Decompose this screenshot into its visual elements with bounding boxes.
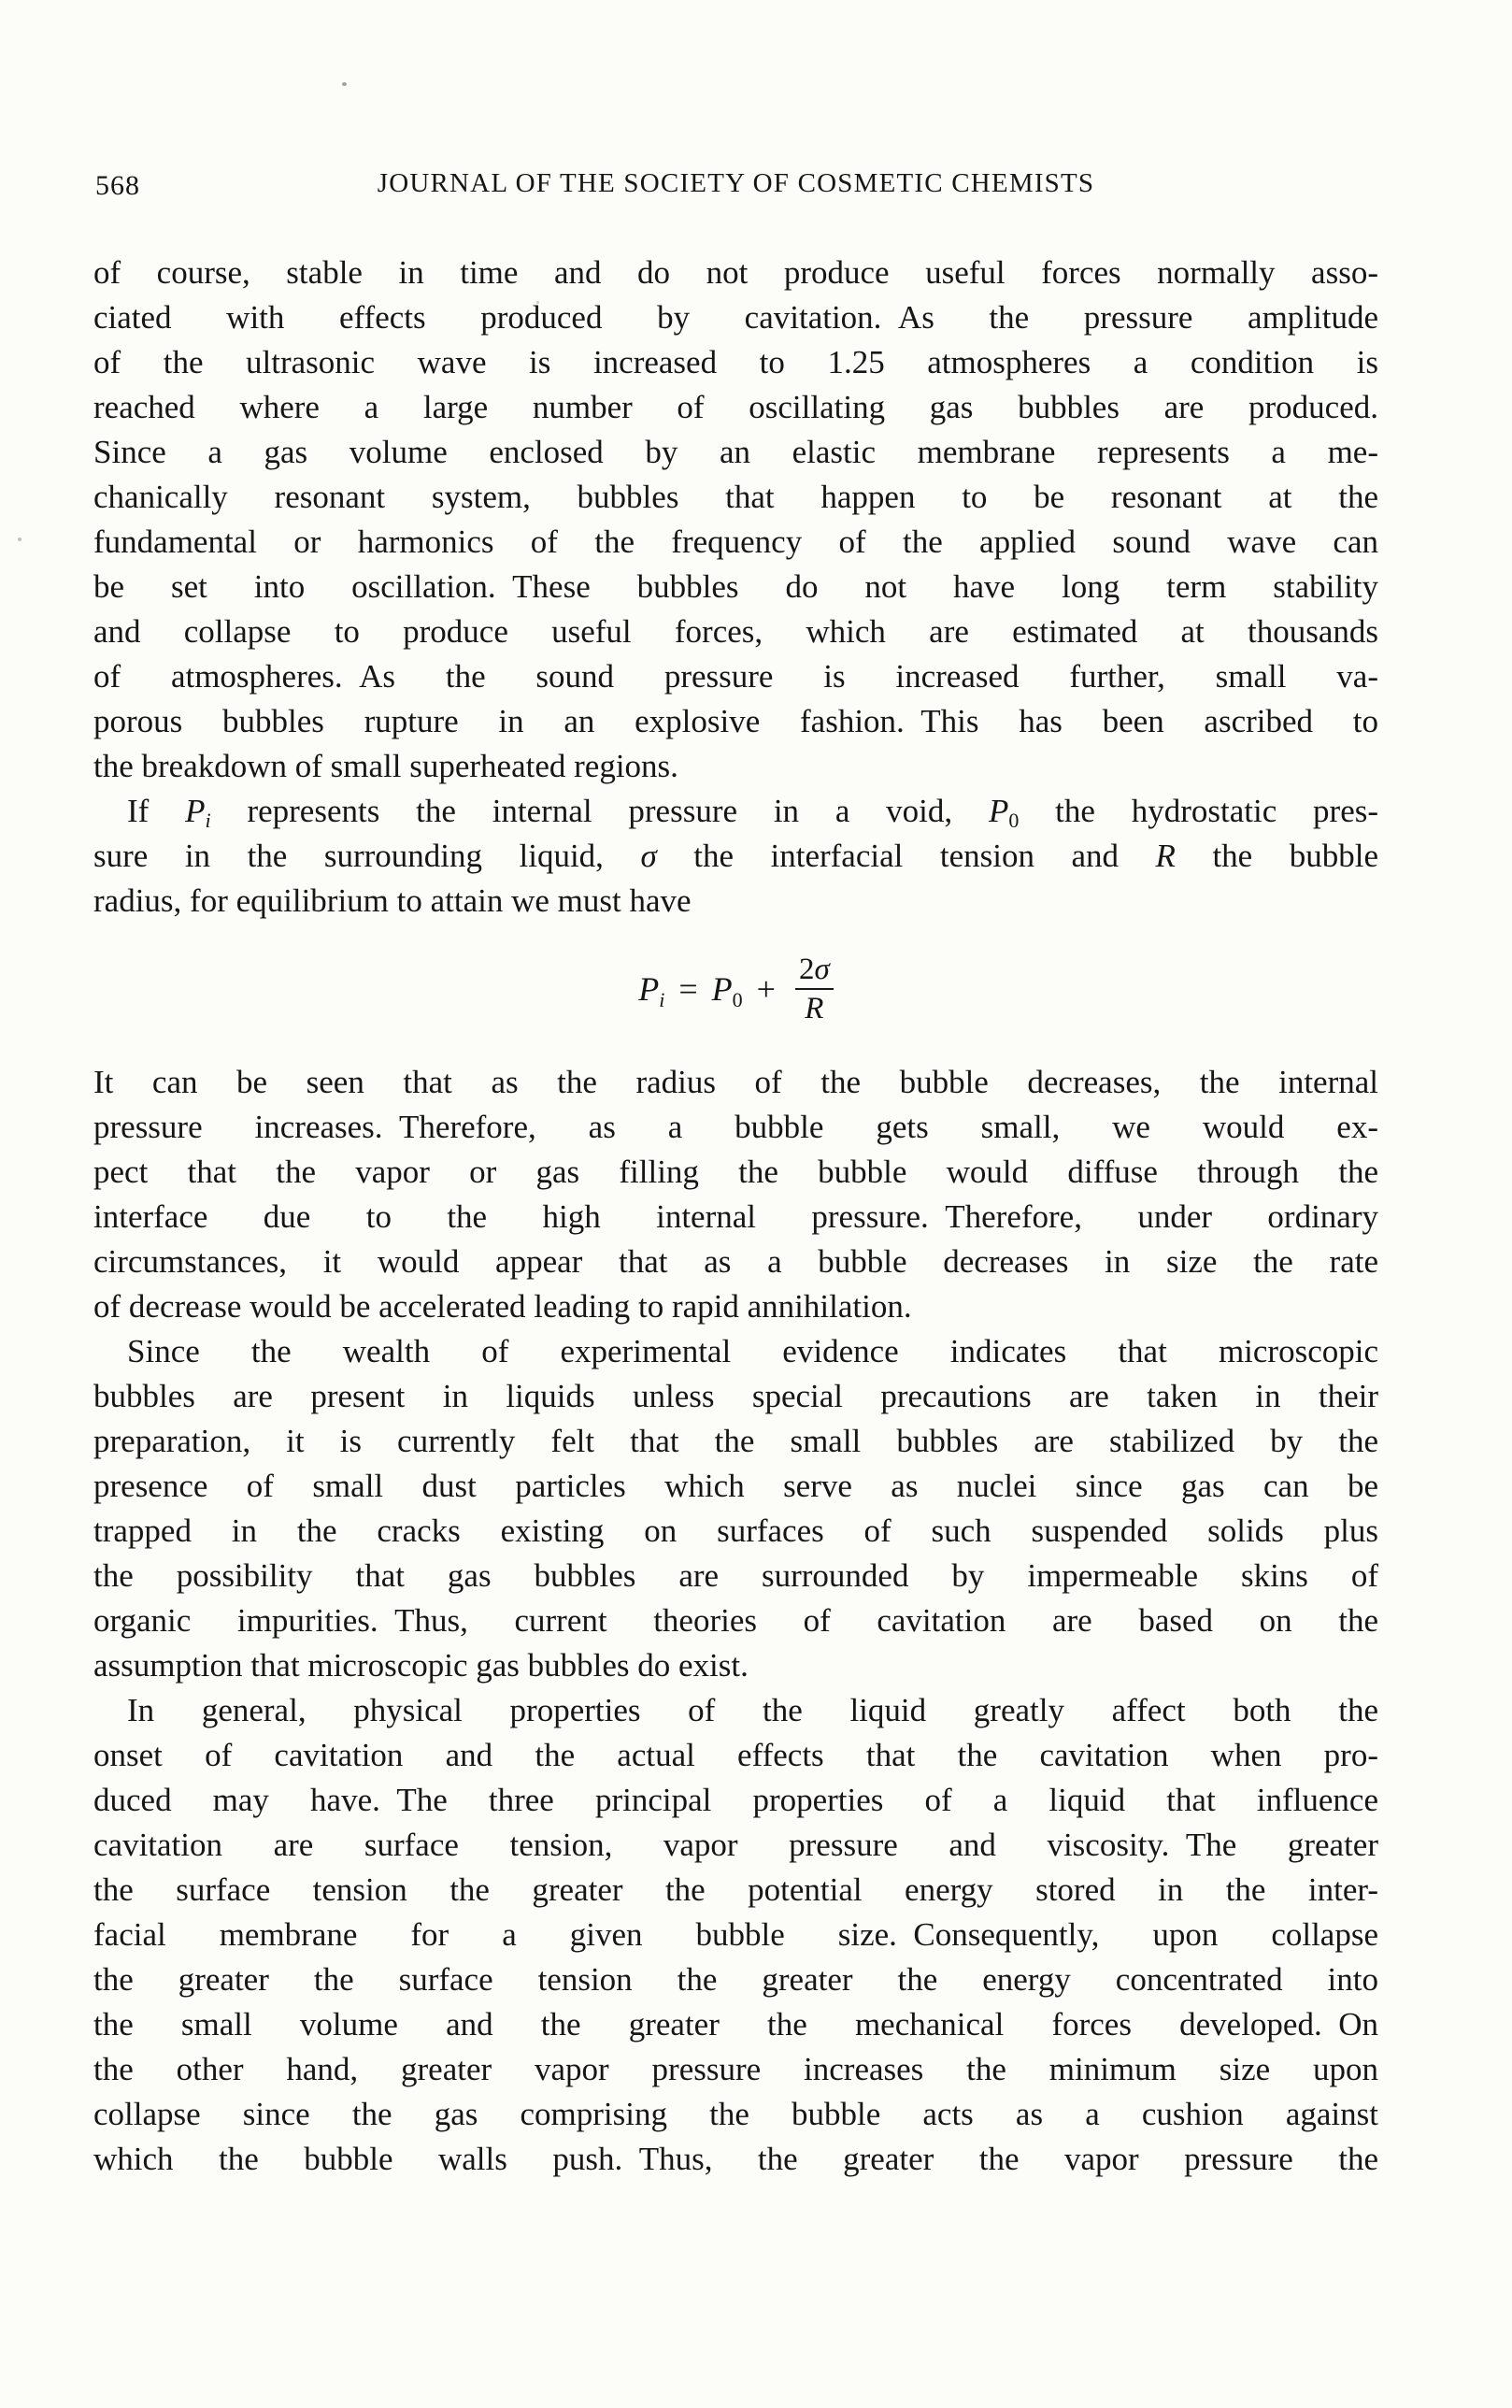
variable-P: P <box>185 793 206 829</box>
text-line: radius, for equilibrium to attain we must have <box>93 882 692 919</box>
variable-P: P <box>711 970 733 1008</box>
text-line: the greater the surface tension the greater the energy concentrated into <box>93 1961 1378 1998</box>
journal-title: JOURNAL OF THE SOCIETY OF COSMETIC CHEMISTS <box>377 168 1095 198</box>
text-line: ciated with effects produced by cavitation. As the pressure amplitude <box>93 299 1378 336</box>
paragraph <box>93 789 1378 924</box>
text-line <box>93 834 1378 879</box>
page-header <box>93 168 1378 200</box>
text-line: of course, stable in time and do not produce useful forces normally asso- <box>93 254 1378 291</box>
variable-sigma: σ <box>814 952 830 986</box>
text-line: duced may have. The three principal properties of a liquid that influence <box>93 1782 1378 1818</box>
variable-sigma: σ <box>640 838 657 874</box>
paragraph <box>93 251 1378 789</box>
text-line: preparation, it is currently felt that the small bubbles are stabilized by the <box>93 1423 1378 1459</box>
scan-speck <box>18 538 21 541</box>
coefficient-2: 2 <box>798 952 815 986</box>
paragraph <box>93 1060 1378 1329</box>
text-run: the interfacial tension and <box>656 838 1156 874</box>
subscript-i: i <box>205 809 211 832</box>
text-line: and collapse to produce useful forces, which are estimated at thousands <box>93 613 1378 650</box>
text-line: interface due to the high internal pressure. Therefore, under ordinary <box>93 1198 1378 1235</box>
subscript-0: 0 <box>1008 809 1020 832</box>
text-line: of the ultrasonic wave is increased to 1.25 atmospheres a condition is <box>93 344 1378 380</box>
text-line: of atmospheres. As the sound pressure is increased further, small va- <box>93 658 1378 695</box>
subscript-i: i <box>659 988 665 1011</box>
text-line: chanically resonant system, bubbles that happen to be resonant at the <box>93 479 1378 515</box>
text-line: In general, physical properties of the liquid greatly affect both the <box>127 1692 1378 1728</box>
text-line: porous bubbles rupture in an explosive fashion. This has been ascribed to <box>93 703 1378 739</box>
paragraph <box>93 1688 1378 2182</box>
plus-sign: + <box>756 970 776 1008</box>
text-line <box>93 789 1378 834</box>
variable-R: R <box>1155 838 1176 874</box>
scan-speck <box>342 82 347 86</box>
subscript-0: 0 <box>732 988 743 1011</box>
variable-P: P <box>638 970 660 1008</box>
text-line: pect that the vapor or gas filling the bubble would diffuse through the <box>93 1154 1378 1190</box>
text-run: If <box>127 793 186 829</box>
text-line: the other hand, greater vapor pressure increases the minimum size upon <box>93 2051 1378 2087</box>
text-line: which the bubble walls push. Thus, the greater the vapor pressure the <box>93 2141 1378 2177</box>
text-line: the breakdown of small superheated regions. <box>93 748 678 784</box>
equals-sign: = <box>678 970 698 1008</box>
variable-P: P <box>988 793 1009 829</box>
text-run: the bubble <box>1175 838 1378 874</box>
page-content <box>93 168 1378 2182</box>
text-line: the small volume and the greater the mechanical forces developed. On <box>93 2006 1378 2042</box>
text-line: It can be seen that as the radius of the bubble decreases, the internal <box>93 1064 1378 1100</box>
text-line: circumstances, it would appear that as a bubble decreases in size the rate <box>93 1243 1378 1280</box>
text-line: reached where a large number of oscillating gas bubbles are produced. <box>93 389 1378 425</box>
text-line: cavitation are surface tension, vapor pressure and viscosity. The greater <box>93 1827 1378 1863</box>
text-line: facial membrane for a given bubble size. Consequently, upon collapse <box>93 1916 1378 1953</box>
text-line: onset of cavitation and the actual effects that the cavitation when pro- <box>93 1737 1378 1773</box>
pressure-equation <box>93 924 1378 1060</box>
text-line: be set into oscillation. These bubbles do not have long term stability <box>93 568 1378 605</box>
fraction <box>795 951 834 1027</box>
text-line: Since a gas volume enclosed by an elastic membrane represents a me- <box>93 434 1378 470</box>
text-line: fundamental or harmonics of the frequency of the applied sound wave can <box>93 523 1378 560</box>
text-line: pressure increases. Therefore, as a bubble gets small, we would ex- <box>93 1109 1378 1145</box>
text-run: represents the internal pressure in a void, <box>210 793 989 829</box>
page-number: 568 <box>95 170 140 201</box>
text-line: of decrease would be accelerated leading to rapid annihilation. <box>93 1288 912 1325</box>
text-line: trapped in the cracks existing on surfaces of such suspended solids plus <box>93 1512 1378 1549</box>
text-line: presence of small dust particles which serve as nuclei since gas can be <box>93 1468 1378 1504</box>
text-line: organic impurities. Thus, current theories of cavitation are based on the <box>93 1602 1378 1639</box>
paragraph <box>93 1329 1378 1688</box>
fraction-numerator <box>795 951 834 988</box>
text-line: the possibility that gas bubbles are surrounded by impermeable skins of <box>93 1557 1378 1594</box>
fraction-denominator: R <box>805 991 824 1025</box>
text-line: collapse since the gas comprising the bubble acts as a cushion against <box>93 2096 1378 2132</box>
text-line: bubbles are present in liquids unless special precautions are taken in their <box>93 1378 1378 1414</box>
text-line: Since the wealth of experimental evidence indicates that microscopic <box>127 1333 1378 1369</box>
text-line: the surface tension the greater the potential energy stored in the inter- <box>93 1871 1378 1908</box>
text-run: sure in the surrounding liquid, <box>93 838 641 874</box>
text-run: the hydrostatic pres- <box>1019 793 1378 829</box>
text-line: assumption that microscopic gas bubbles do exist. <box>93 1647 749 1684</box>
